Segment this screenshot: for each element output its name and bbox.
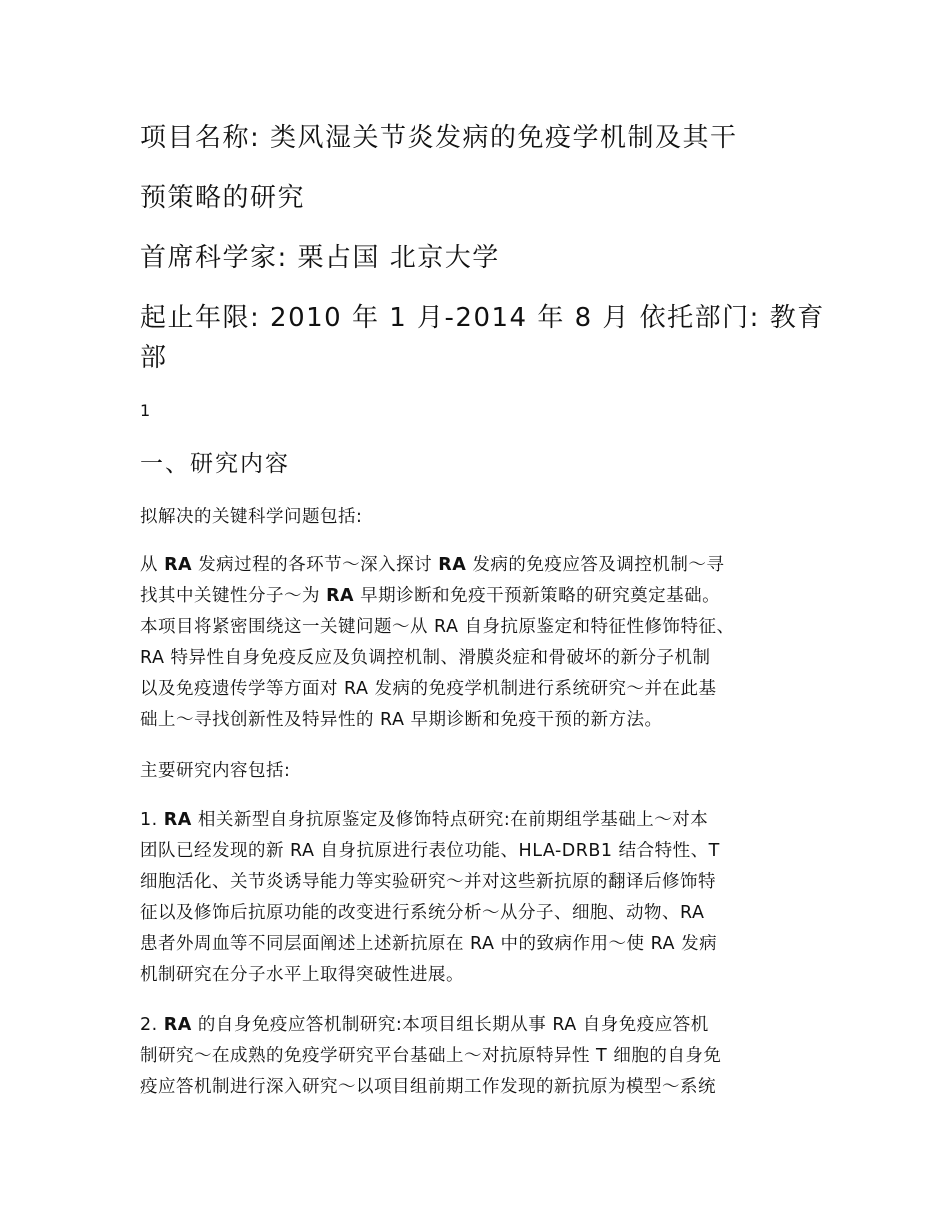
intro-label: 拟解决的关键科学问题包括: bbox=[140, 507, 363, 527]
research-item-1 bbox=[140, 805, 820, 991]
paragraph-line: 本项目将紧密围绕这一关键问题～从 RA 自身抗原鉴定和特征性修饰特征、 bbox=[140, 617, 735, 637]
paragraph-line: 制研究～在成熟的免疫学研究平台基础上～对抗原特异性 T 细胞的自身免 bbox=[140, 1046, 722, 1066]
paragraph-line: 1. RA 相关新型自身抗原鉴定及修饰特点研究:在前期组学基础上～对本 bbox=[140, 810, 709, 830]
paragraph-line: 找其中关键性分子～为 RA 早期诊断和免疫干预新策略的研究奠定基础。 bbox=[140, 586, 721, 606]
paragraph-line: 以及免疫遗传学等方面对 RA 发病的免疫学机制进行系统研究～并在此基 bbox=[140, 679, 717, 699]
paragraph-line: 细胞活化、关节炎诱导能力等实验研究～并对这些新抗原的翻译后修饰特 bbox=[140, 872, 716, 892]
paragraph-line: 2. RA 的自身免疫应答机制研究:本项目组长期从事 RA 自身免疫应答机 bbox=[140, 1015, 709, 1035]
paragraph-line: 机制研究在分子水平上取得突破性进展。 bbox=[140, 965, 464, 985]
project-name-line2: 预策略的研究 bbox=[140, 183, 306, 213]
paragraph-line: 疫应答机制进行深入研究～以项目组前期工作发现的新抗原为模型～系统 bbox=[140, 1077, 716, 1097]
paragraph-line: 从 RA 发病过程的各环节～深入探讨 RA 发病的免疫应答及调控机制～寻 bbox=[140, 555, 725, 575]
paragraph-line: 征以及修饰后抗原功能的改变进行系统分析～从分子、细胞、动物、RA bbox=[140, 903, 705, 923]
chief-scientist: 首席科学家: 栗占国 北京大学 bbox=[140, 243, 500, 273]
page-number: 1 bbox=[140, 401, 151, 420]
project-name-line1: 项目名称: 类风湿关节炎发病的免疫学机制及其干 bbox=[140, 123, 738, 153]
main-content-label: 主要研究内容包括: bbox=[140, 761, 291, 781]
paragraph-line: RA 特异性自身免疫反应及负调控机制、滑膜炎症和骨破坏的新分子机制 bbox=[140, 648, 711, 668]
period-line2: 部 bbox=[140, 343, 168, 373]
period-line1: 起止年限: 2010 年 1 月-2014 年 8 月 依托部门: 教育 bbox=[140, 303, 825, 333]
paragraph-line: 患者外周血等不同层面阐述上述新抗原在 RA 中的致病作用～使 RA 发病 bbox=[140, 934, 718, 954]
key-problem-paragraph bbox=[140, 550, 820, 736]
research-item-2 bbox=[140, 1010, 820, 1103]
section-title: 一、研究内容 bbox=[140, 451, 290, 477]
paragraph-line: 础上～寻找创新性及特异性的 RA 早期诊断和免疫干预的新方法。 bbox=[140, 710, 663, 730]
paragraph-line: 团队已经发现的新 RA 自身抗原进行表位功能、HLA-DRB1 结合特性、T bbox=[140, 841, 720, 861]
